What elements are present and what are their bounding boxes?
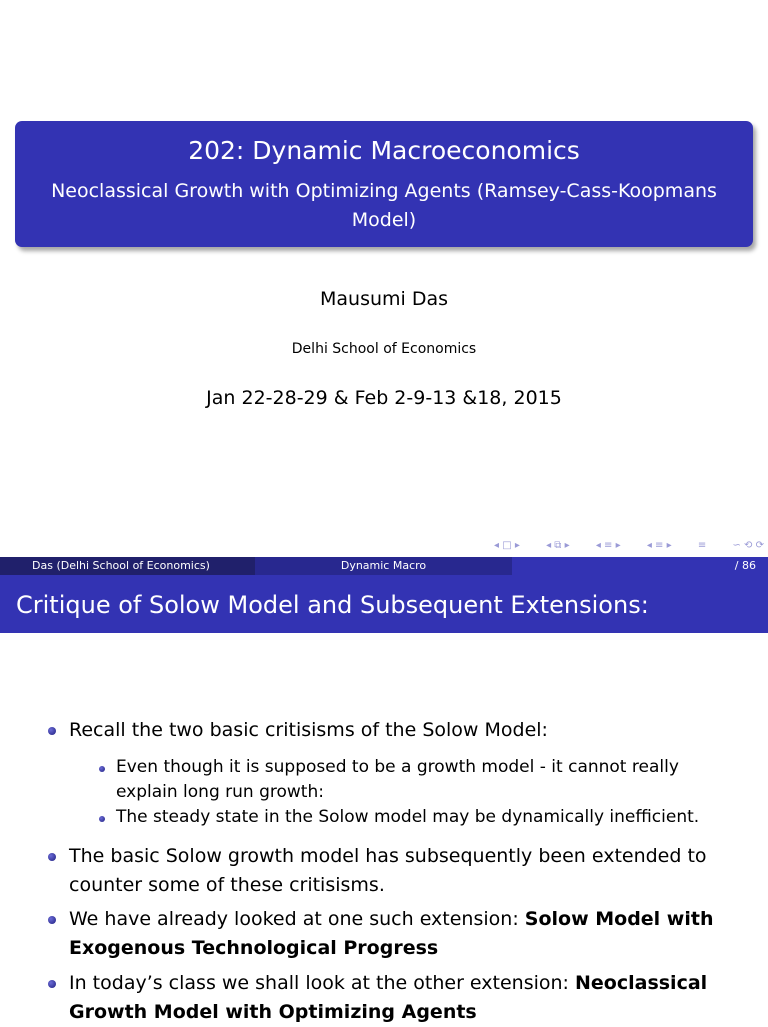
list-item: The basic Solow growth model has subsequently been extended to counter some of these critisisms.: [69, 845, 707, 896]
beamer-navigation[interactable]: [494, 537, 764, 553]
presentation-title: 202: Dynamic Macroeconomics: [188, 136, 580, 165]
list-item: [69, 905, 744, 963]
footer-title: Dynamic Macro: [255, 557, 512, 575]
list-item-bold: Neoclassical Growth Model with Optimizing Agents: [69, 972, 708, 1023]
list-item: [69, 969, 749, 1027]
list-item-bold: Solow Model with Exogenous Technological Progress: [69, 908, 714, 959]
list-item-text: In today’s class we shall look at the other extension:: [69, 972, 575, 994]
subbullet-marker: [99, 816, 105, 822]
subbullet-marker: [99, 766, 105, 772]
institute-name: Delhi School of Economics: [291, 341, 477, 357]
bullet-marker: [48, 853, 56, 861]
bullet-marker: [48, 727, 56, 735]
presentation-subtitle: Neoclassical Growth with Optimizing Agents (Ramsey-Cass-Koopmans Model): [51, 180, 717, 231]
arrow-left-icon[interactable]: ◂ □ ▸: [494, 539, 520, 551]
presentation-date: Jan 22-28-29 & Feb 2-9-13 &18, 2015: [206, 387, 562, 409]
sub-list-item: Even though it is supposed to be a growth model - it cannot really explain long run growth:: [116, 757, 679, 802]
bullet-marker: [48, 980, 56, 988]
search-icon[interactable]: ∽ ⟲ ⟳: [732, 539, 764, 551]
frame-title: Critique of Solow Model and Subsequent Extensions:: [0, 575, 768, 633]
frame-icon[interactable]: ◂ ⧉ ▸: [546, 539, 570, 551]
slide-footer: [0, 557, 768, 575]
subsection-icon[interactable]: ◂ ≡ ▸: [595, 539, 621, 551]
section-icon[interactable]: ◂ ≡ ▸: [646, 539, 672, 551]
bullet-marker: [48, 916, 56, 924]
author-name: Mausumi Das: [319, 288, 449, 310]
title-block: [15, 121, 753, 247]
sub-list-item: The steady state in the Solow model may be dynamically inefficient.: [116, 807, 700, 827]
list-item-text: We have already looked at one such extension:: [69, 908, 525, 930]
align-icon[interactable]: ≡: [697, 539, 707, 551]
footer-page-number: / 86: [512, 557, 768, 575]
footer-author: Das (Delhi School of Economics): [0, 557, 255, 575]
list-item: Recall the two basic critisisms of the Solow Model:: [69, 719, 548, 741]
